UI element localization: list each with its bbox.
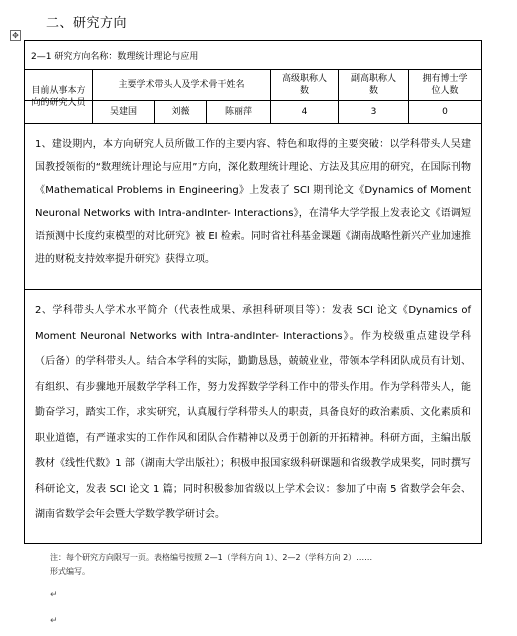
leader-profile-paragraph: 2、学科带头人学术水平简介（代表性成果、承担科研项目等）：发表 SCI 论文《Dynamics of Moment Neuronal Networks with Intra-andInter- Interactions》。作为校级重点建设学科（后备）的学科带头人。结合本学科的实际，勤勤恳恳，兢兢业业，带领本学科团队成员有计划、有组织、有步骤地开展数学学科工作，努力发挥数学学科工作中的带头作用。作为学科带头人，能勤奋学习，踏实工作，求实研究，认真履行学科带头人的职责，具备良好的政治素质、文化素质和职业道德，有严谨求实的工作作风和团队合作精神以及勇于创新的开拓精神。科研方面，主编出版教材《线性代数》1 部（湖南大学出版社）；积极申报国家级科研课题和省级教学成果奖，同时撰写科研论文，发表 SCI 论文 1 篇；同时积极参加省级以上学术会议：参加了中南 5 省数学会年会、湖南省数学会年会暨大学数学教学研讨会。	[35, 305, 471, 520]
researchers-label: 目前从事本方向的研究人员	[31, 86, 86, 108]
table-move-handle-icon[interactable]: ✥	[10, 30, 21, 41]
senior-header-cell	[271, 70, 339, 100]
leaders-header-cell	[93, 70, 271, 100]
senior-count-cell	[271, 101, 339, 123]
direction-name-label: 2—1 研究方向名称：数理统计理论与应用	[31, 52, 199, 62]
section-heading: 二、研究方向	[46, 16, 128, 31]
name-3: 陈丽萍	[224, 107, 252, 117]
research-direction-table	[24, 40, 482, 544]
table-values-row	[25, 101, 481, 124]
associate-count: 3	[370, 107, 377, 117]
senior-count: 4	[301, 107, 308, 117]
paragraph-mark-icon: ↵	[50, 590, 58, 600]
direction-name-row	[25, 41, 481, 70]
senior-header: 高级职称人数	[281, 74, 327, 96]
footnote: 注：每个研究方向限写一页。表格编号按照 2—1（学科方向 1）、2—2（学科方向 2）……	[50, 553, 373, 562]
name-cell-2	[155, 101, 207, 123]
associate-header: 副高职称人数	[350, 74, 396, 96]
name-2: 刘薇	[171, 107, 190, 117]
paragraph-mark-icon-2: ↵	[50, 616, 58, 626]
phd-header: 拥有博士学位人数	[422, 74, 468, 96]
name-cell-1	[93, 101, 155, 123]
leaders-header: 主要学术带头人及学术骨干姓名	[118, 80, 245, 90]
associate-count-cell	[339, 101, 409, 123]
table-header-row	[25, 70, 481, 108]
work-summary-paragraph: 1、建设期内，本方向研究人员所做工作的主要内容、特色和取得的主要突破：以学科带头人吴建国教授领衔的“数理统计理论与应用”方向，深化数理统计理论、方法及其应用的研究，在国际刊物《Mathematical Problems in Engineering》上发表了 SCI 期刊论文《Dynamics of Moment Neuronal Networks with Intra-andInter- Interactions》，在清华大学学报上发表论文《语调短语预测中长度约束模型的对比研究》被 EI 检索。同时省社科基金课题《湖南战略性新兴产业加速推进的财税支持效率提升研究》获得立项。	[35, 139, 471, 265]
associate-header-cell	[339, 70, 409, 100]
footnote-continuation: 形式编写。	[50, 567, 90, 576]
section-divider	[25, 289, 481, 290]
name-1: 吴建国	[109, 107, 137, 117]
phd-header-cell	[409, 70, 481, 100]
phd-count-cell	[409, 101, 481, 123]
phd-count: 0	[442, 107, 448, 117]
name-cell-3	[207, 101, 271, 123]
